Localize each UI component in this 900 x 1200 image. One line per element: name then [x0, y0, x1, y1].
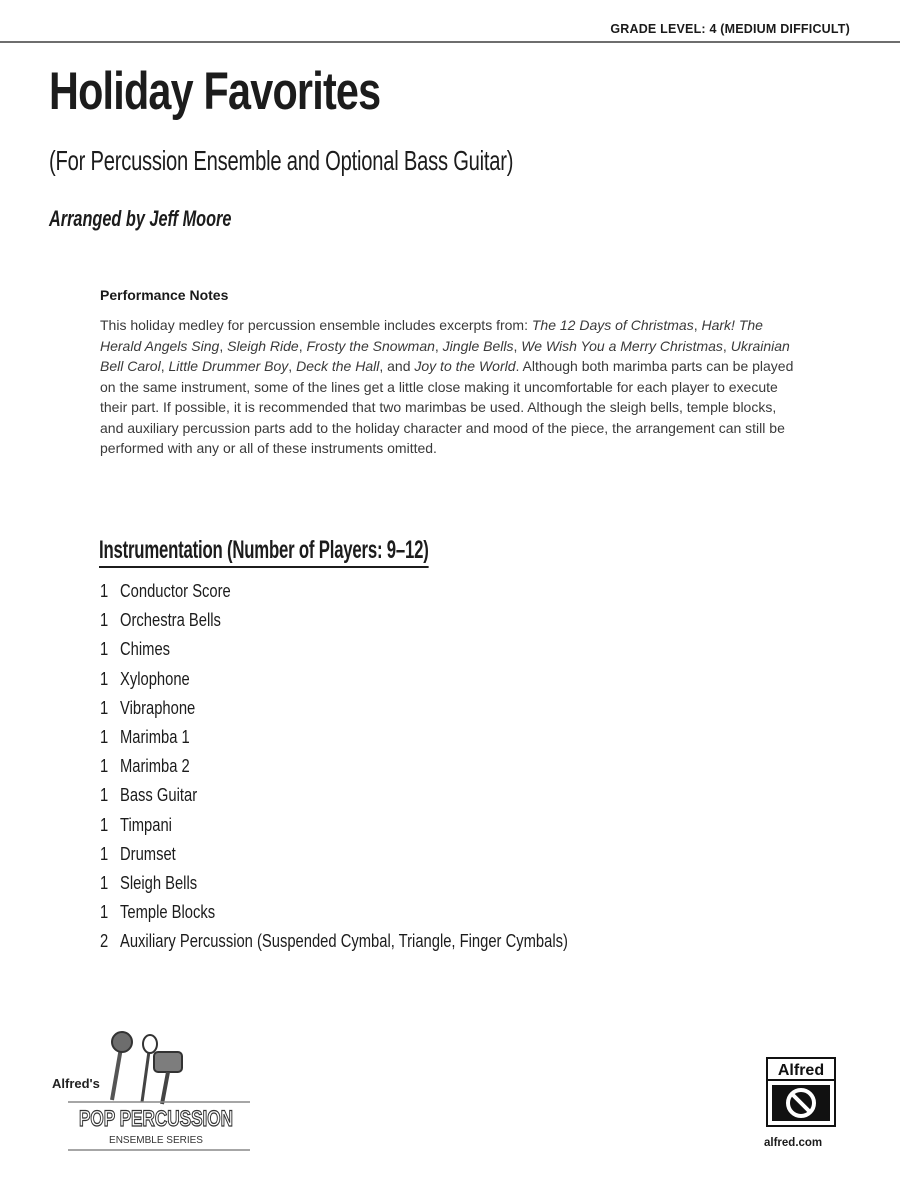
instrument-name: Timpani — [120, 814, 172, 835]
instrument-name: Auxiliary Percussion (Suspended Cymbal, Triangle, Finger Cymbals) — [120, 931, 568, 952]
song-title: Little Drummer Boy — [168, 358, 289, 374]
instrument-quantity: 1 — [100, 814, 109, 835]
instrument-quantity: 1 — [100, 756, 109, 777]
instrument-item — [100, 929, 666, 958]
song-title: Hark! The Herald Angels Sing — [100, 317, 763, 354]
song-title: Jingle Bells — [442, 337, 514, 354]
instrument-name: Sleigh Bells — [120, 872, 198, 893]
mallets-icon — [112, 1032, 182, 1104]
website-link[interactable]: alfred.com — [764, 1137, 823, 1149]
instrument-name: Vibraphone — [120, 697, 196, 718]
instrument-quantity: 1 — [100, 726, 109, 747]
header-rule — [0, 41, 900, 43]
instrument-item — [100, 754, 666, 783]
instrument-name: Temple Blocks — [120, 902, 216, 923]
instrument-quantity: 1 — [100, 639, 109, 660]
instrument-name: Marimba 1 — [120, 726, 190, 747]
instrument-name: Chimes — [120, 639, 171, 660]
instrument-quantity: 1 — [100, 610, 109, 631]
instrument-item — [100, 637, 666, 666]
song-title: We Wish You a Merry Christmas — [521, 337, 723, 354]
instrument-quantity: 1 — [100, 872, 109, 893]
song-title: Frosty the Snowman — [306, 337, 435, 354]
subtitle: (For Percussion Ensemble and Optional Bass Guitar) — [49, 145, 514, 176]
instrument-quantity: 1 — [100, 843, 109, 864]
instrument-item — [100, 783, 666, 812]
instrument-quantity: 1 — [100, 785, 109, 806]
series-line2: ENSEMBLE SERIES — [109, 1135, 203, 1146]
series-brand: Alfred's — [52, 1076, 100, 1091]
instrument-item — [100, 696, 666, 725]
instrument-name: Xylophone — [120, 668, 190, 689]
instrument-name: Conductor Score — [120, 581, 231, 601]
song-title: Sleigh Ride — [227, 337, 299, 354]
instrument-item — [100, 667, 666, 696]
arranger-credit: Arranged by Jeff Moore — [49, 206, 232, 231]
song-title: Ukrainian Bell Carol — [100, 337, 790, 374]
grade-level: GRADE LEVEL: 4 (MEDIUM DIFFICULT) — [610, 22, 850, 36]
instrument-item — [100, 813, 666, 842]
instrument-item — [100, 725, 666, 754]
series-line1: POP PERCUSSION — [78, 1107, 234, 1132]
pop-percussion-series-logo — [50, 1030, 260, 1155]
instrument-name: Marimba 2 — [120, 756, 190, 777]
instrumentation-list — [100, 579, 666, 958]
alfred-publisher-logo — [766, 1057, 836, 1127]
song-title: Deck the Hall — [296, 358, 380, 374]
instrument-item — [100, 871, 666, 900]
instrument-name: Drumset — [120, 843, 176, 864]
instrument-quantity: 1 — [100, 902, 109, 923]
instrument-name: Bass Guitar — [120, 785, 198, 806]
song-title: The 12 Days of Christmas — [531, 317, 694, 333]
instrument-name: Orchestra Bells — [120, 610, 221, 631]
alfred-logo-text: Alfred — [777, 1062, 825, 1079]
instrumentation-heading: Instrumentation (Number of Players: 9–12) — [99, 534, 429, 568]
instrument-item — [100, 900, 666, 929]
performance-notes-text: This holiday medley for percussion ensemble includes excerpts from: The 12 Days of Christmas, Hark! The Herald Angels Sing, Sleigh Ride, Frosty the Snowman, Jingle Bells, We Wish You a Merry Christmas, Ukrainian Bell Carol, Little Drummer Boy, Deck the Hall, and Joy to the World. Although both marimba parts can be played on the same instrument, some of the lines get a little close making it uncomfortable for each player to execute their part. If possible, it is recommended that two marimbas be used. Although the sleigh bells, temple blocks, and auxiliary percussion parts add to the holiday character and mood of the piece, the arrangement can still be performed with any or all of these instruments omitted. — [100, 317, 794, 456]
instrument-quantity: 2 — [100, 931, 109, 952]
instrument-quantity: 1 — [100, 581, 109, 601]
instrument-quantity: 1 — [100, 668, 109, 689]
instrument-item — [100, 608, 666, 637]
performance-notes-heading: Performance Notes — [100, 287, 229, 303]
instrument-item — [100, 842, 666, 871]
song-title: Joy to the World — [414, 358, 516, 374]
page-title: Holiday Favorites — [49, 62, 381, 121]
instrument-quantity: 1 — [100, 697, 109, 718]
instrument-item — [100, 579, 666, 608]
